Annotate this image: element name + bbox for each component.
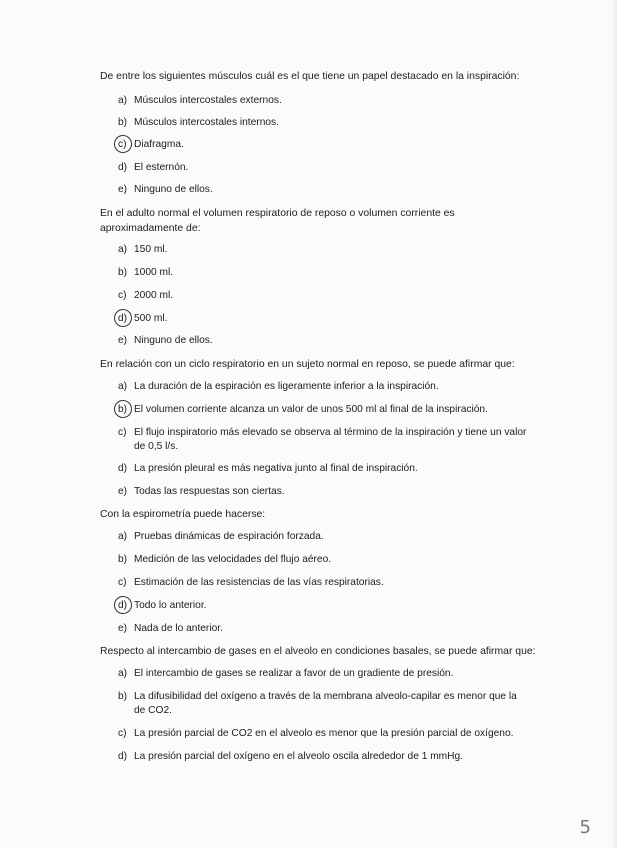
q1-option-c-circled-letter: c) bbox=[118, 139, 127, 150]
q5-option-a bbox=[118, 667, 538, 681]
q1-option-a-letter: a) bbox=[118, 95, 128, 106]
q3-option-d-letter: d) bbox=[118, 463, 128, 474]
q3-option-c bbox=[118, 426, 538, 454]
q3-option-e-text: Todas las respuestas son ciertas. bbox=[134, 486, 285, 497]
q2-option-d bbox=[118, 312, 538, 326]
q3-option-b-circled-letter: b) bbox=[118, 404, 128, 415]
q1-option-c-text: Diafragma. bbox=[134, 139, 184, 150]
q2-option-c bbox=[118, 289, 538, 303]
page-number: 5 bbox=[579, 817, 591, 838]
q5-option-c-letter: c) bbox=[118, 728, 127, 739]
q5-option-b-continuation: de CO2. bbox=[134, 705, 172, 716]
q5-option-b bbox=[118, 690, 538, 718]
q4-option-e bbox=[118, 622, 538, 636]
q1-option-a bbox=[118, 94, 538, 108]
q2-option-b bbox=[118, 266, 538, 280]
q2-option-e-letter: e) bbox=[118, 335, 128, 346]
q4-option-b bbox=[118, 553, 538, 567]
q5-option-d-letter: d) bbox=[118, 751, 128, 762]
q5-option-a-letter: a) bbox=[118, 668, 128, 679]
q4-option-d-text: Todo lo anterior. bbox=[134, 600, 207, 611]
q5-option-b-letter: b) bbox=[118, 691, 128, 702]
q4-option-c-text: Estimación de las resistencias de las vías respiratorias. bbox=[134, 577, 384, 588]
q2-option-d-text: 500 ml. bbox=[134, 313, 168, 324]
question-4-stem: Con la espirometría puede hacerse: bbox=[100, 509, 266, 520]
q1-option-d bbox=[118, 161, 538, 175]
q2-option-b-text: 1000 ml. bbox=[134, 267, 174, 278]
q5-option-c bbox=[118, 727, 538, 741]
q1-option-c bbox=[118, 138, 538, 152]
q3-option-a bbox=[118, 380, 538, 394]
q2-option-b-letter: b) bbox=[118, 267, 128, 278]
q3-option-d bbox=[118, 462, 538, 476]
question-5-stem: Respecto al intercambio de gases en el alveolo en condiciones basales, se puede afirmar que: bbox=[100, 646, 536, 657]
question-3-stem: En relación con un ciclo respiratorio en un sujeto normal en reposo, se puede afirmar que: bbox=[100, 359, 515, 370]
q4-option-d bbox=[118, 599, 538, 613]
q1-option-b bbox=[118, 116, 538, 130]
q2-option-d-circled-letter: d) bbox=[118, 313, 128, 324]
q4-option-b-text: Medición de las velocidades del flujo aéreo. bbox=[134, 554, 332, 565]
question-2-stem: En el adulto normal el volumen respiratorio de reposo o volumen corriente es aproximadamente de: bbox=[100, 208, 455, 234]
q3-option-b-text: El volumen corriente alcanza un valor de unos 500 ml al final de la inspiración. bbox=[134, 404, 488, 415]
q1-option-a-text: Músculos intercostales externos. bbox=[134, 95, 282, 106]
q3-option-c-text: El flujo inspiratorio más elevado se observa al término de la inspiración y tiene un valor bbox=[134, 427, 527, 438]
question-1-stem: De entre los siguientes músculos cuál es el que tiene un papel destacado en la inspiración: bbox=[100, 71, 520, 82]
q1-option-b-text: Músculos intercostales internos. bbox=[134, 117, 279, 128]
q5-option-d-text: La presión parcial del oxígeno en el alveolo oscila alrededor de 1 mmHg. bbox=[134, 751, 464, 762]
q1-option-e bbox=[118, 183, 538, 197]
q4-option-d-circled-letter: d) bbox=[118, 600, 128, 611]
q1-option-b-letter: b) bbox=[118, 117, 128, 128]
q5-option-a-text: El intercambio de gases se realizar a favor de un gradiente de presión. bbox=[134, 668, 454, 679]
q3-option-e-letter: e) bbox=[118, 486, 128, 497]
page-edge-shadow bbox=[611, 0, 617, 848]
q3-option-b bbox=[118, 403, 538, 417]
q2-option-a-text: 150 ml. bbox=[134, 244, 168, 255]
q2-option-e bbox=[118, 334, 538, 348]
q5-option-b-text: La difusibilidad del oxígeno a través de la membrana alveolo-capilar es menor que la bbox=[134, 691, 517, 702]
q1-option-d-text: El esternón. bbox=[134, 162, 189, 173]
q2-option-c-letter: c) bbox=[118, 290, 127, 301]
q4-option-a bbox=[118, 530, 538, 544]
q3-option-c-continuation: de 0,5 l/s. bbox=[134, 441, 179, 452]
q3-option-d-text: La presión pleural es más negativa junto al final de inspiración. bbox=[134, 463, 418, 474]
q2-option-e-text: Ninguno de ellos. bbox=[134, 335, 213, 346]
q1-option-e-text: Ninguno de ellos. bbox=[134, 184, 213, 195]
q3-option-a-text: La duración de la espiración es ligeramente inferior a la inspiración. bbox=[134, 381, 439, 392]
q5-option-c-text: La presión parcial de CO2 en el alveolo es menor que la presión parcial de oxígeno. bbox=[134, 728, 514, 739]
q4-option-e-text: Nada de lo anterior. bbox=[134, 623, 223, 634]
q1-option-d-letter: d) bbox=[118, 162, 128, 173]
q2-option-a-letter: a) bbox=[118, 244, 128, 255]
q3-option-e bbox=[118, 485, 538, 499]
q4-option-c-letter: c) bbox=[118, 577, 127, 588]
q4-option-a-letter: a) bbox=[118, 531, 128, 542]
q4-option-a-text: Pruebas dinámicas de espiración forzada. bbox=[134, 531, 324, 542]
q3-option-a-letter: a) bbox=[118, 381, 128, 392]
q2-option-a bbox=[118, 243, 538, 257]
q4-option-e-letter: e) bbox=[118, 623, 128, 634]
q2-option-c-text: 2000 ml. bbox=[134, 290, 174, 301]
q5-option-d bbox=[118, 750, 538, 764]
q4-option-c bbox=[118, 576, 538, 590]
q4-option-b-letter: b) bbox=[118, 554, 128, 565]
q3-option-c-letter: c) bbox=[118, 427, 127, 438]
q1-option-e-letter: e) bbox=[118, 184, 128, 195]
